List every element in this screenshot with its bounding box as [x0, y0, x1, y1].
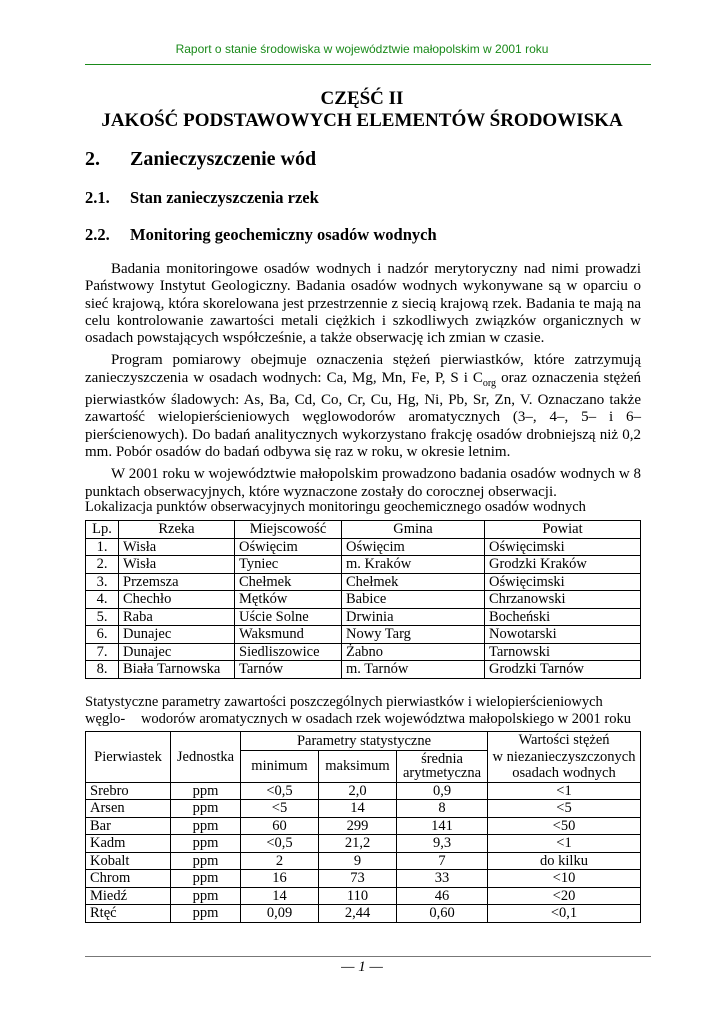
table-row	[86, 852, 641, 870]
col-header: Gmina	[342, 521, 485, 539]
table-cell: Oświęcimski	[485, 573, 641, 591]
table-row	[86, 556, 641, 574]
table-cell: Tarnowski	[485, 643, 641, 661]
table-cell: 7.	[86, 643, 119, 661]
table-cell: Babice	[342, 591, 485, 609]
table-row	[86, 870, 641, 888]
table-cell: Arsen	[86, 800, 171, 818]
table-row	[86, 887, 641, 905]
paragraph-1: Badania monitoringowe osadów wodnych i nadzór merytoryczny nad nimi prowadzi Państwowy Instytut Geologiczny. Badania osadów wodnych wykonywane są w oparciu o sieć krajową, która skorelowana jest przestrzennie z siecią krajową rzek. Badania te mają na celu kontrolowanie zawartości metali ciężkich i szkodliwych związków organicznych w osadach powstających współcześnie, a także obserwację ich zmian w czasie.	[85, 261, 641, 347]
table-cell: ppm	[171, 852, 241, 870]
table-cell: 2	[241, 852, 319, 870]
table-cell: 110	[319, 887, 397, 905]
table-cell: 46	[397, 887, 488, 905]
part-number: CZĘŚĆ II	[320, 88, 404, 109]
table-row	[86, 661, 641, 679]
paragraph-3: W 2001 roku w województwie małopolskim prowadzono badania osadów wodnych w 8 punktach obserwacyjnych, które wyznaczone zostały do corocznej obserwacji.	[85, 466, 641, 500]
table-cell: Miedź	[86, 887, 171, 905]
table-cell: Oświęcim	[342, 538, 485, 556]
table-cell: Chełmek	[235, 573, 342, 591]
table-cell: 4.	[86, 591, 119, 609]
section-heading-2	[85, 148, 316, 171]
table-row	[86, 538, 641, 556]
table-row	[86, 626, 641, 644]
table-cell: ppm	[171, 800, 241, 818]
table-cell: 141	[397, 817, 488, 835]
body-text	[85, 261, 641, 506]
col-header: Powiat	[485, 521, 641, 539]
table-cell: Nowotarski	[485, 626, 641, 644]
paragraph-2	[85, 352, 641, 461]
section-number: 2.2.	[85, 225, 110, 244]
table-cell: Uście Solne	[235, 608, 342, 626]
subscript: org	[482, 377, 497, 389]
table-cell: Grodzki Tarnów	[485, 661, 641, 679]
col-header: Jednostka	[171, 732, 241, 783]
table-row	[86, 608, 641, 626]
col-header: minimum	[241, 751, 319, 783]
table-cell: do kilku	[488, 852, 641, 870]
table-cell: Tarnów	[235, 661, 342, 679]
table-cell: ppm	[171, 835, 241, 853]
running-header: Raport o stanie środowiska w województwie małopolskim w 2001 roku	[175, 42, 549, 56]
table-cell: 0,9	[397, 782, 488, 800]
table2-caption-line2: wodorów aromatycznych w osadach rzek województwa małopolskiego w 2001 roku	[140, 711, 631, 727]
table-cell: Kadm	[86, 835, 171, 853]
table-row	[86, 591, 641, 609]
table-cell: Dunajec	[119, 643, 235, 661]
table-cell: 8.	[86, 661, 119, 679]
table-cell: <1	[488, 782, 641, 800]
table-cell: <5	[241, 800, 319, 818]
table-cell: Waksmund	[235, 626, 342, 644]
header-rule	[85, 64, 651, 65]
table-cell: Dunajec	[119, 626, 235, 644]
table-row	[86, 835, 641, 853]
table-cell: Oświęcim	[235, 538, 342, 556]
table-cell: 73	[319, 870, 397, 888]
header-line: średnia	[421, 751, 463, 768]
table-header-row	[86, 521, 641, 539]
table-row	[86, 800, 641, 818]
table-cell: 5.	[86, 608, 119, 626]
table-cell: <5	[488, 800, 641, 818]
table-cell: 0,09	[241, 905, 319, 923]
statistics-table	[85, 731, 641, 923]
table-cell: <50	[488, 817, 641, 835]
section-heading-2-1	[85, 188, 319, 208]
table-row	[86, 817, 641, 835]
table-cell: Kobalt	[86, 852, 171, 870]
table-cell: Raba	[119, 608, 235, 626]
table-cell: 60	[241, 817, 319, 835]
table-header-row	[86, 732, 641, 751]
table-cell: 299	[319, 817, 397, 835]
table-cell: <10	[488, 870, 641, 888]
table-cell: ppm	[171, 887, 241, 905]
table-cell: <1	[488, 835, 641, 853]
table-cell: ppm	[171, 905, 241, 923]
table-cell: Drwinia	[342, 608, 485, 626]
table-cell: m. Tarnów	[342, 661, 485, 679]
col-header: Miejscowość	[235, 521, 342, 539]
section-number: 2.1.	[85, 188, 110, 207]
col-header-reference	[488, 732, 641, 783]
table-row	[86, 573, 641, 591]
section-title: Stan zanieczyszczenia rzek	[130, 188, 319, 207]
table-cell: ppm	[171, 817, 241, 835]
locations-table	[85, 520, 641, 679]
table-cell: ppm	[171, 870, 241, 888]
table-cell: Tyniec	[235, 556, 342, 574]
header-line: arytmetyczna	[402, 765, 482, 782]
table-cell: Biała Tarnowska	[119, 661, 235, 679]
table-cell: 33	[397, 870, 488, 888]
table-cell: 2,44	[319, 905, 397, 923]
table-cell: <0,1	[488, 905, 641, 923]
table-row	[86, 782, 641, 800]
table-cell: 3.	[86, 573, 119, 591]
table-cell: Bocheński	[485, 608, 641, 626]
col-header: Lp.	[86, 521, 119, 539]
table-cell: Chełmek	[342, 573, 485, 591]
table-cell: 6.	[86, 626, 119, 644]
table1-caption: Lokalizacja punktów obserwacyjnych monitoringu geochemicznego osadów wodnych	[85, 499, 586, 515]
table-cell: <0,5	[241, 835, 319, 853]
table-cell: Grodzki Kraków	[485, 556, 641, 574]
table-cell: 9,3	[397, 835, 488, 853]
col-header: Rzeka	[119, 521, 235, 539]
section-number: 2.	[85, 148, 100, 170]
table-cell: Srebro	[86, 782, 171, 800]
table-cell: Chrom	[86, 870, 171, 888]
table-cell: Przemsza	[119, 573, 235, 591]
table-cell: Nowy Targ	[342, 626, 485, 644]
table-cell: 1.	[86, 538, 119, 556]
table-cell: Wisła	[119, 538, 235, 556]
table-cell: Mętków	[235, 591, 342, 609]
header-line: osadach wodnych	[512, 765, 616, 781]
header-line: Wartości stężeń	[518, 732, 610, 748]
table-cell: Oświęcimski	[485, 538, 641, 556]
table-row	[86, 905, 641, 923]
table-cell: 0,60	[397, 905, 488, 923]
col-header: Pierwiastek	[86, 732, 171, 783]
table-cell: Żabno	[342, 643, 485, 661]
section-title: Monitoring geochemiczny osadów wodnych	[130, 225, 437, 244]
section-heading-2-2	[85, 225, 437, 245]
table-cell: 14	[241, 887, 319, 905]
table-cell: Wisła	[119, 556, 235, 574]
footer-rule	[85, 956, 651, 957]
paragraph-2-text: Program pomiarowy obejmuje oznaczenia stężeń pierwiastków, które zatrzymują zanieczyszczenia w osadach wodnych: Ca, Mg, Mn, Fe, P, S i C	[85, 352, 641, 386]
table-cell: 2.	[86, 556, 119, 574]
table-cell: Chechło	[119, 591, 235, 609]
table-cell: m. Kraków	[342, 556, 485, 574]
header-line: w niezanieczyszczonych	[492, 748, 636, 765]
paragraph-2-text-cont: oraz oznaczenia stężeń pierwiastków śladowych: As, Ba, Cd, Co, Cr, Cu, Hg, Ni, Pb, Sr, Zn, V. Oznaczano także zawartość wielopierścieniowych węglowodorów aromatycznych (3–, 4–, 5– i 6–pierścienowych). Do badań analitycznych wykorzystano frakcję osadów drobniejszą niż 0,2 mm. Pobór osadów do badań odbywa się raz w roku, w okresie letnim.	[85, 369, 641, 460]
col-header: maksimum	[319, 751, 397, 783]
section-title: Zanieczyszczenie wód	[130, 148, 317, 170]
col-group-header: Parametry statystyczne	[241, 732, 488, 751]
col-header	[397, 751, 488, 783]
table-cell: 16	[241, 870, 319, 888]
table2-caption-line1: Statystyczne parametry zawartości poszczególnych pierwiastków i wielopierścieniowych węglo-	[85, 694, 603, 727]
table-cell: 8	[397, 800, 488, 818]
table-cell: 21,2	[319, 835, 397, 853]
table-cell: 2,0	[319, 782, 397, 800]
table-cell: Chrzanowski	[485, 591, 641, 609]
table-cell: 14	[319, 800, 397, 818]
table-cell: 7	[397, 852, 488, 870]
table-cell: <20	[488, 887, 641, 905]
table-row	[86, 643, 641, 661]
table-cell: 9	[319, 852, 397, 870]
table-cell: Siedliszowice	[235, 643, 342, 661]
table-cell: Rtęć	[86, 905, 171, 923]
table-cell: ppm	[171, 782, 241, 800]
part-title: JAKOŚĆ PODSTAWOWYCH ELEMENTÓW ŚRODOWISKA	[101, 110, 623, 131]
table-cell: <0,5	[241, 782, 319, 800]
page-number: — 1 —	[341, 959, 383, 975]
table-cell: Bar	[86, 817, 171, 835]
